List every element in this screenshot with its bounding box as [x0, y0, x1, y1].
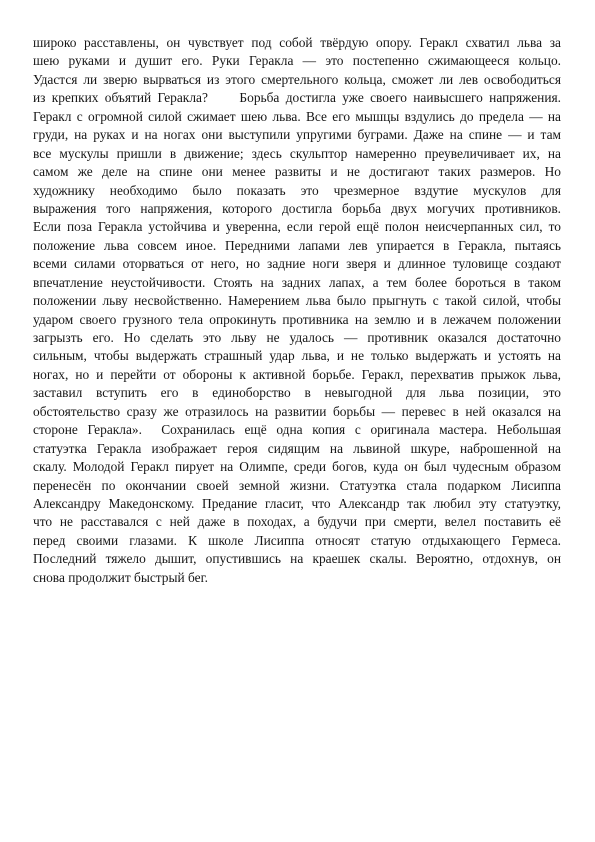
text-line: что не расставался с ней даже в походах, а будучи при смерти, велел поставить её — [33, 514, 561, 530]
text-line: всеми силами оторваться от него, но задние ноги зверя и длинное туловище создают — [33, 256, 561, 272]
text-line: выражения того напряжения, которого достигла борьба двух могучих противников. — [33, 200, 561, 216]
text-line: впечатление неустойчивости. Стоять на задних лапах, а тем более бороться в таком — [33, 274, 561, 290]
text-line: Если поза Геракла устойчива и уверенна, если герой ещё полон неисчерпанных сил, то — [33, 219, 561, 235]
text-line: положение льва совсем иное. Передними лапами лев упирается в Геракла, пытаясь — [33, 237, 561, 253]
text-line: стороне Геракла». Сохранилась ещё одна копия с оригинала мастера. Небольшая — [33, 422, 561, 438]
text-line: заставил вступить его в единоборство в невыгодной для льва позиции, это — [33, 385, 561, 401]
text-line: скалу. Молодой Геракл пирует на Олимпе, среди богов, куда он был чудесным образом — [33, 459, 561, 475]
text-line: статуэтка Геракла изображает героя сидящим на львиной шкуре, наброшенной на — [33, 440, 561, 456]
text-line: груди, на руках и на ногах они выступили упругими буграми. Даже на спине — и там — [33, 127, 561, 143]
text-line: сильным, чтобы выдержать страшный удар льва, и не только выдержать и устоять на — [33, 348, 561, 364]
text-line: самом же деле на спине они менее развиты и не достигают таких размеров. Но — [33, 164, 561, 180]
text-line: ногах, но и перейти от обороны к активной борьбе. Геракл, перехватив прыжок льва, — [33, 366, 561, 382]
text-line: шею руками и душит его. Руки Геракла — это постепенно сжимающееся кольцо. — [33, 53, 561, 69]
text-line: Геракл с огромной силой сжимает шею льва. Все его мышцы вздулись до предела — на — [33, 108, 561, 124]
text-line: все мускулы пришли в движение; здесь скульптор намеренно преувеличивает их, на — [33, 145, 561, 161]
text-line: загрызть его. Но сделать это льву не удалось — противник оказался достаточно — [33, 330, 561, 345]
text-line: Удастся ли зверю вырваться из этого смертельного кольца, сможет ли лев освободиться — [33, 71, 561, 87]
text-line: Последний тяжело дышит, опустившись на краешек скалы. Вероятно, отдохнув, он — [33, 551, 561, 567]
text-line: ударом своего грузного тела опрокинуть противника на землю и в лежачем положении — [33, 311, 561, 327]
text-line: положении льву несвойственно. Намерением льва было прыгнуть с такой силой, чтобы — [33, 293, 561, 309]
text-line: перенесён по окончании своей земной жизни. Статуэтка стала подарком Лисиппа — [33, 477, 561, 493]
body-text — [33, 34, 561, 587]
text-line: художнику необходимо было показать это чрезмерное вздутие мускулов для — [33, 182, 561, 198]
text-line: из крепких объятий Геракла? Борьба достигла уже своего наивысшего напряжения. — [33, 90, 561, 106]
text-line: широко расставлены, он чувствует под собой твёрдую опору. Геракл схватил льва за — [33, 35, 561, 50]
text-line-last: снова продолжит быстрый бег. — [33, 569, 208, 585]
text-line: обстоятельство сразу же отразилось на развитии борьбы — перевес в ней оказался на — [33, 403, 561, 419]
text-line: Александру Македонскому. Предание гласит, что Александр так любил эту статуэтку, — [33, 495, 561, 511]
text-line: перед своими глазами. К школе Лисиппа относят статую отдыхающего Гермеса. — [33, 532, 561, 548]
